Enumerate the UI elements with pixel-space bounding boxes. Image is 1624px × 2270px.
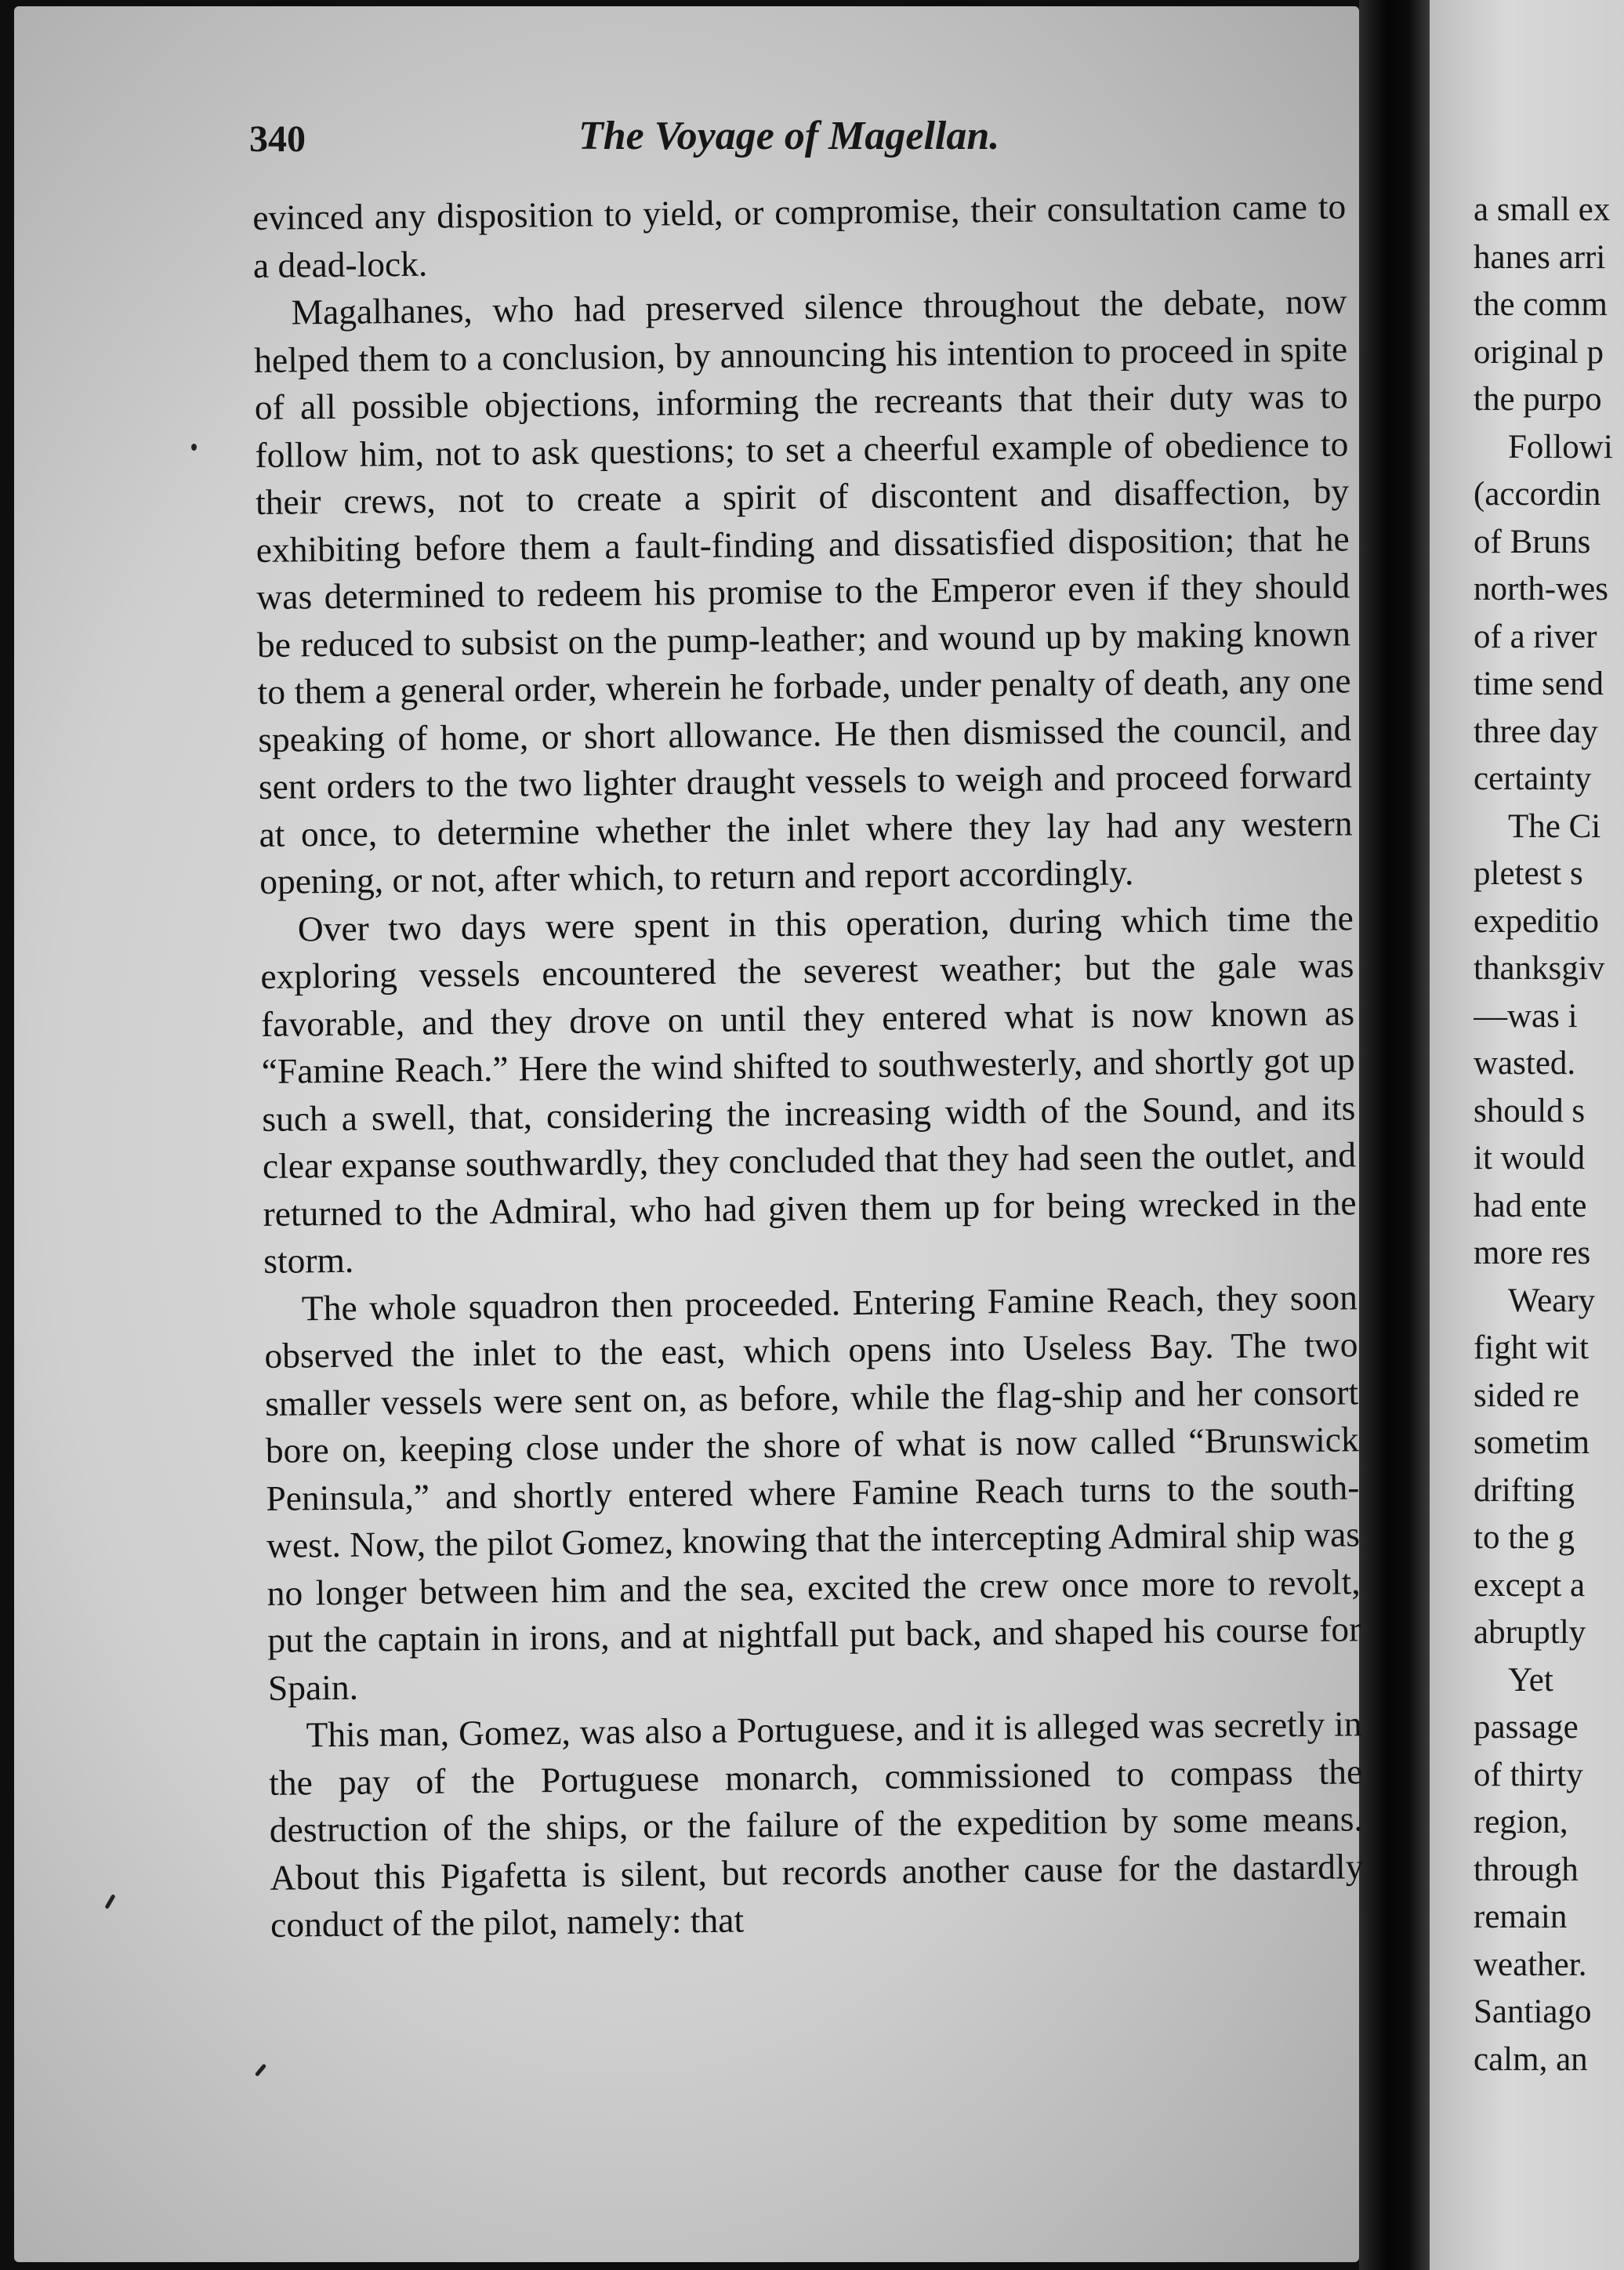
- facing-page-line: Followi: [1508, 428, 1613, 466]
- page-number: 340: [249, 118, 306, 160]
- facing-page-line: of a river: [1474, 618, 1597, 655]
- paragraph-1: evinced any disposition to yield, or compromise, their consultation came to a dead-lock.: [252, 186, 1347, 285]
- paragraph-3: Over two days were spent in this operation, during which time the exploring vessels encountered the severest weather; but the gale was favorable, and they drove on until they entered what is now known as “Famine Reach.” Here the wind shifted to southwesterly, and shortly got up such a swell, that, considering the increasing width of the Sound, and its clear expanse southwardly, they concluded that they had seen the outlet, and returned to the Admiral, who had given them up for being wrecked in the storm.: [260, 897, 1357, 1281]
- facing-page-text: [1474, 187, 1624, 2083]
- facing-page-line: time send: [1474, 665, 1604, 702]
- facing-page-line: had ente: [1474, 1187, 1587, 1224]
- facing-page-line: weather.: [1474, 1945, 1587, 1983]
- facing-page-line: sometim: [1474, 1424, 1590, 1461]
- facing-page-line: pletest s: [1474, 855, 1583, 892]
- facing-page-line: Santiago: [1474, 1993, 1592, 2030]
- facing-page-line: the comm: [1474, 286, 1608, 323]
- facing-page-line: remain: [1474, 1898, 1568, 1935]
- facing-page-line: wasted.: [1474, 1045, 1576, 1082]
- facing-page-line: except a: [1474, 1566, 1586, 1604]
- running-title: The Voyage of Magellan.: [578, 114, 1000, 158]
- facing-page-line: to the g: [1474, 1519, 1575, 1556]
- facing-page-line: —was i: [1474, 997, 1578, 1035]
- paragraph-5: This man, Gomez, was also a Portuguese, and it is alleged was secretly in the pay of the Portuguese monarch, commissioned to compass the destruction of the ships, or the failure of the expedition by some means. About this Pigafetta is silent, but records another cause for the dastardly conduct of the pilot, namely: that: [268, 1703, 1364, 1945]
- facing-page-line: certainty: [1474, 760, 1592, 797]
- paragraph-2: Magalhanes, who had preserved silence throughout the debate, now helped them to a conclusion, by announcing his intention to proceed in spite of all possible objections, informing the recreants that their duty was to follow him, not to ask questions; to set a cheerful example of obedience to their crews, not to create a spirit of discontent and disaffection, by exhibiting before them a fault-finding and dissatisfied disposition; that he was determined to redeem his promise to the Emperor even if they should be reduced to subsist on the pump-leather; and wound up by making known to them a general order, wherein he forbade, under penalty of death, any one speaking of home, or short allowance. He then dismissed the council, and sent orders to the two lighter draught vessels to weigh and proceed forward at once, to determine whether the inlet where they lay had any western opening, or not, after which, to return and report accordingly.: [253, 281, 1353, 901]
- facing-page-line: sided re: [1474, 1376, 1579, 1414]
- ink-speck: [191, 444, 197, 451]
- facing-page-line: thanksgiv: [1474, 950, 1605, 987]
- paragraph-4: The whole squadron then proceeded. Entering Famine Reach, they soon observed the inlet to the east, which opens into Useless Bay. The two smaller vessels were sent on, as before, while the flag-ship and her consort bore on, keeping close under the shore of what is now called “Brunswick Peninsula,” and shortly entered where Famine Reach turns to the south-west. Now, the pilot Gomez, knowing that the intercepting Admiral ship was no longer between him and the sea, excited the crew once more to revolt, put the captain in irons, and at nightfall put back, and shaped his course for Spain.: [264, 1276, 1361, 1708]
- facing-page-line: of Bruns: [1474, 523, 1591, 560]
- facing-page-line: hanes arri: [1474, 238, 1606, 276]
- facing-page-line: passage: [1474, 1709, 1579, 1746]
- facing-page-line: three day: [1474, 713, 1598, 750]
- facing-page-line: a small ex: [1474, 191, 1611, 228]
- facing-page-line: more res: [1474, 1235, 1591, 1271]
- facing-page-line: (accordin: [1474, 476, 1601, 513]
- facing-page-line: the purpo: [1474, 381, 1602, 418]
- facing-page-line: drifting: [1474, 1471, 1575, 1509]
- facing-page-line: The Ci: [1508, 807, 1601, 845]
- facing-page-line: region,: [1474, 1804, 1568, 1840]
- facing-page-line: abruptly: [1474, 1614, 1586, 1651]
- facing-page-line: it would: [1474, 1140, 1586, 1177]
- facing-page-line: original p: [1474, 333, 1604, 371]
- facing-page-line: Yet: [1508, 1661, 1553, 1699]
- facing-page-line: fight wit: [1474, 1329, 1589, 1366]
- facing-page-line: should s: [1474, 1092, 1586, 1130]
- facing-page-line: of thirty: [1474, 1756, 1583, 1793]
- facing-page-line: expeditio: [1474, 902, 1600, 940]
- facing-page-line: calm, an: [1474, 2040, 1588, 2078]
- book-gutter: [1359, 0, 1430, 2270]
- main-text-block: [252, 183, 1364, 1949]
- page-header: [235, 114, 1332, 188]
- facing-page-line: through: [1474, 1851, 1579, 1888]
- facing-page-line: north-wes: [1474, 571, 1608, 607]
- facing-page-line: Weary: [1508, 1282, 1596, 1319]
